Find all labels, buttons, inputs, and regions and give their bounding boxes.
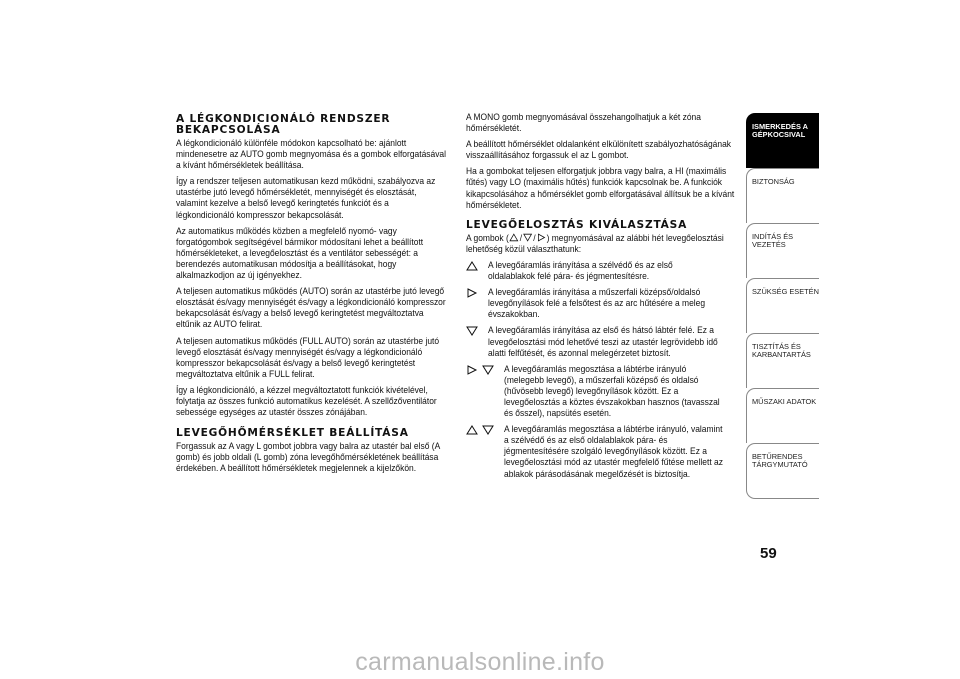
tab-szukseg[interactable]: SZÜKSÉG ESETÉN xyxy=(746,278,819,333)
list-item-text: A levegőáramlás irányítása a műszerfali középső/oldalsó levegőnyílások felé a felsőtest és az arc hűtésére a meleg évszakokban. xyxy=(488,287,706,320)
tab-biztonsag[interactable]: BIZTONSÁG xyxy=(746,168,819,223)
right-triangle-icon xyxy=(536,233,545,242)
lead-sep: / xyxy=(519,232,523,243)
paragraph: Így a légkondicionáló, a kézzel megváltoztatott funkciók kivételével, folytatja az összes funkció automatikus kezelését. A szellőzőventilátor sebessége egységes az utastér összes zónájában. xyxy=(176,384,437,418)
up-triangle-icon xyxy=(466,261,478,271)
tab-targymutato[interactable]: BETŰRENDES TÁRGYMUTATÓ xyxy=(746,443,819,499)
up-triangle-icon xyxy=(466,425,478,435)
section-heading: LEVEGŐHŐMÉRSÉKLET BEÁLLÍTÁSA xyxy=(176,427,409,440)
lead-before: A gombok ( xyxy=(466,232,509,243)
paragraph: Így a rendszer teljesen automatikusan kezd működni, szabályozva az utastérbe jutó levegő hőmérsékletét, mennyiségét és elosztását, valamint kezelve a belső levegő keringtetés funkciót és a légkondicionáló kompresszor bekapcsolását. xyxy=(176,176,436,220)
page-number: 59 xyxy=(760,545,777,562)
up-triangle-icon xyxy=(510,233,519,242)
lead-paragraph xyxy=(466,233,742,255)
list-item xyxy=(466,364,742,419)
down-triangle-icon xyxy=(466,326,478,336)
paragraph: A légkondicionáló különféle módokon kapcsolható be: ajánlott mindenesetre az AUTO gomb megnyomása és a gombok elforgatásával a kívánt hőmérsékletek beállítása. xyxy=(176,138,447,171)
tab-ismerkedes[interactable]: ISMERKEDÉS A GÉPKOCSIVAL xyxy=(746,113,819,168)
tab-muszaki[interactable]: MŰSZAKI ADATOK xyxy=(746,388,819,443)
list-item-text: A levegőáramlás irányítása az első és hátsó lábtér felé. Ez a levegőelosztási mód lehetővé teszi az utastér legrövidebb idő alatti felfűtését, és azonnal melegérzetet biztosít. xyxy=(488,325,718,358)
lead-after: ) megnyomásával az alábbi hét levegőelosztási lehetőség közül választhatunk: xyxy=(466,232,724,254)
section-heading: A LÉGKONDICIONÁLÓ RENDSZER BEKAPCSOLÁSA xyxy=(176,113,391,136)
right-triangle-icon xyxy=(466,288,478,298)
watermark: carmanualsonline.info xyxy=(355,648,605,676)
paragraph: Ha a gombokat teljesen elforgatjuk jobbra vagy balra, a HI (maximális fűtés) vagy LO (maximális hűtés) funkciók kapcsolnak be. A funkciók kikapcsolásához a hőmérséklet gomb elforgatásával állítsuk be a kívánt hőmérsékletet. xyxy=(466,166,735,210)
section-heading: LEVEGŐELOSZTÁS KIVÁLASZTÁSA xyxy=(466,218,688,231)
down-triangle-icon xyxy=(523,233,532,242)
left-column xyxy=(176,112,448,479)
chapter-sidebar xyxy=(746,113,819,499)
list-item-text: A levegőáramlás megosztása a lábtérbe irányuló (melegebb levegő), a műszerfali középső és oldalsó (hűvösebb levegő) levegőnyílások között. Ez a levegőelosztás a köztes évszakokban hasznos (tavasszal és ősszel), napsütés esetén. xyxy=(504,363,720,419)
list-item xyxy=(466,325,742,358)
right-triangle-icon xyxy=(466,365,478,375)
list-item xyxy=(466,424,742,479)
paragraph: A beállított hőmérséklet oldalanként elkülönített szabályozhatóságának visszaállításához forgassuk el az L gombot. xyxy=(466,139,732,161)
paragraph: Forgassuk az A vagy L gombot jobbra vagy balra az utastér bal első (A gomb) és jobb oldali (L gomb) zóna levegőhőmérsékletének beállítása érdekében. A beállított hőmérsékletek megjelennek a kijelzőkön. xyxy=(176,441,440,474)
list-item-text: A levegőáramlás megosztása a lábtérbe irányuló, valamint a szélvédő és az első oldalablakok pára- és jégmentesítésére szolgáló levegőnyílások között. Ez a levegőelosztási mód az utastér megfelelő fűtése mellett az ablakok párásodásának megelőzését is biztosítja. xyxy=(504,424,723,479)
down-triangle-icon xyxy=(482,365,494,375)
paragraph: Az automatikus működés közben a megfelelő nyomó- vagy forgatógombok segítségével bármikor módosítani lehet a beállított hőmérsékleteket, a levegőelosztást és a ventilátor sebességét: a berendezés automatikusan módosítja a beállításokat, hogy alkalmazkodjon az új igényekhez. xyxy=(176,225,424,281)
down-triangle-icon xyxy=(482,425,494,435)
lead-sep: / xyxy=(533,232,536,243)
paragraph: A teljesen automatikus működés (FULL AUTO) során az utastérbe jutó levegő elosztását és/vagy mennyiségét és/vagy a légkondicionáló kompresszor bekapcsolását és/vagy a belső levegő keringtetést megváltoztatva eltűnik a FULL felirat. xyxy=(176,335,440,379)
paragraph: A MONO gomb megnyomásával összehangolhatjuk a két zóna hőmérsékletét. xyxy=(466,112,701,134)
list-item xyxy=(466,260,742,282)
paragraph: A teljesen automatikus működés (AUTO) során az utastérbe jutó levegő elosztását és/vagy mennyiségét és/vagy a légkondicionáló kompresszor bekapcsolását és/vagy a belső levegő keringtetést megváltoztatva eltűnik az AUTO felirat. xyxy=(176,286,446,330)
tab-inditas[interactable]: INDÍTÁS ÉS VEZETÉS xyxy=(746,223,819,278)
tab-tisztitas[interactable]: TISZTÍTÁS ÉS KARBANTARTÁS xyxy=(746,333,819,388)
list-item xyxy=(466,287,742,320)
list-item-text: A levegőáramlás irányítása a szélvédő és az első oldalablakok felé pára- és jégmentesítésre. xyxy=(488,259,673,282)
middle-column xyxy=(466,112,742,485)
